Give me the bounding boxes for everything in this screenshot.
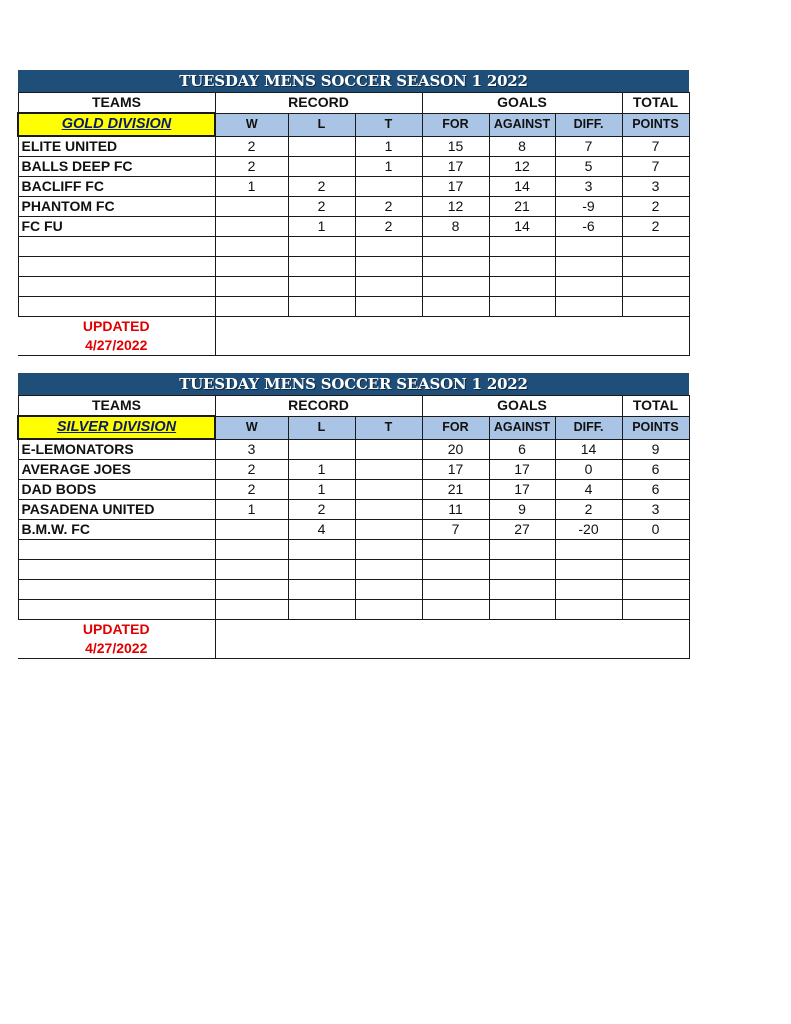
empty-row	[18, 540, 689, 560]
table-row	[18, 177, 689, 197]
cell-for: 15	[422, 136, 489, 157]
col-t: T	[355, 113, 422, 136]
cell-diff: 3	[555, 177, 622, 197]
col-points: POINTS	[622, 416, 689, 439]
cell-t	[355, 520, 422, 540]
col-for: FOR	[422, 113, 489, 136]
cell-against: 17	[489, 480, 555, 500]
updated-note	[18, 317, 215, 356]
empty-row	[18, 297, 689, 317]
cell-l	[288, 439, 355, 460]
col-points: POINTS	[622, 113, 689, 136]
cell-t	[355, 460, 422, 480]
cell-l: 4	[288, 520, 355, 540]
col-w: W	[215, 416, 288, 439]
cell-points: 3	[622, 500, 689, 520]
cell-l: 1	[288, 460, 355, 480]
division-label: GOLD DIVISION	[18, 113, 215, 136]
team-name: PASADENA UNITED	[18, 500, 215, 520]
cell-t: 2	[355, 217, 422, 237]
cell-w: 2	[215, 136, 288, 157]
col-against: AGAINST	[489, 416, 555, 439]
cell-points: 7	[622, 136, 689, 157]
col-t: T	[355, 416, 422, 439]
table-row	[18, 217, 689, 237]
updated-label: UPDATED	[82, 318, 150, 334]
cell-for: 17	[422, 157, 489, 177]
cell-w	[215, 520, 288, 540]
cell-diff: -20	[555, 520, 622, 540]
cell-points: 2	[622, 217, 689, 237]
goals-header: GOALS	[422, 396, 622, 417]
col-l: L	[288, 416, 355, 439]
table-row	[18, 439, 689, 460]
cell-points: 6	[622, 480, 689, 500]
updated-date: 4/27/2022	[85, 337, 148, 353]
cell-diff: 14	[555, 439, 622, 460]
cell-t	[355, 177, 422, 197]
cell-for: 17	[422, 460, 489, 480]
team-name: ELITE UNITED	[18, 136, 215, 157]
empty-row	[18, 580, 689, 600]
updated-label: UPDATED	[82, 621, 150, 637]
cell-against: 17	[489, 460, 555, 480]
cell-l: 2	[288, 500, 355, 520]
empty-row	[18, 257, 689, 277]
team-name: BALLS DEEP FC	[18, 157, 215, 177]
empty-row	[18, 560, 689, 580]
cell-for: 12	[422, 197, 489, 217]
table-title: TUESDAY MENS SOCCER SEASON 1 2022	[18, 373, 689, 396]
cell-points: 7	[622, 157, 689, 177]
updated-note	[18, 620, 215, 659]
team-name: BACLIFF FC	[18, 177, 215, 197]
table-row	[18, 500, 689, 520]
cell-l: 1	[288, 217, 355, 237]
gold-division-table	[17, 70, 690, 356]
col-for: FOR	[422, 416, 489, 439]
cell-w: 2	[215, 480, 288, 500]
team-name: AVERAGE JOES	[18, 460, 215, 480]
empty-row	[18, 237, 689, 257]
cell-t: 1	[355, 157, 422, 177]
cell-w: 1	[215, 177, 288, 197]
cell-t: 2	[355, 197, 422, 217]
cell-diff: -6	[555, 217, 622, 237]
teams-header: TEAMS	[18, 93, 215, 114]
record-header: RECORD	[215, 93, 422, 114]
cell-against: 12	[489, 157, 555, 177]
cell-t: 1	[355, 136, 422, 157]
cell-for: 8	[422, 217, 489, 237]
notes-area	[215, 317, 689, 356]
cell-against: 27	[489, 520, 555, 540]
cell-w: 2	[215, 157, 288, 177]
cell-w	[215, 197, 288, 217]
col-w: W	[215, 113, 288, 136]
table-row	[18, 460, 689, 480]
cell-diff: 0	[555, 460, 622, 480]
team-name: DAD BODS	[18, 480, 215, 500]
cell-against: 6	[489, 439, 555, 460]
cell-against: 9	[489, 500, 555, 520]
col-l: L	[288, 113, 355, 136]
table-row	[18, 520, 689, 540]
table-row	[18, 136, 689, 157]
cell-diff: 2	[555, 500, 622, 520]
notes-area	[215, 620, 689, 659]
col-diff: DIFF.	[555, 416, 622, 439]
team-name: PHANTOM FC	[18, 197, 215, 217]
table-row	[18, 197, 689, 217]
cell-l	[288, 136, 355, 157]
cell-points: 6	[622, 460, 689, 480]
cell-t	[355, 439, 422, 460]
cell-points: 9	[622, 439, 689, 460]
silver-division-table	[17, 373, 690, 659]
team-name: FC FU	[18, 217, 215, 237]
cell-for: 17	[422, 177, 489, 197]
cell-l	[288, 157, 355, 177]
cell-points: 3	[622, 177, 689, 197]
col-diff: DIFF.	[555, 113, 622, 136]
cell-diff: 4	[555, 480, 622, 500]
cell-against: 21	[489, 197, 555, 217]
empty-row	[18, 277, 689, 297]
team-name: B.M.W. FC	[18, 520, 215, 540]
cell-w: 2	[215, 460, 288, 480]
cell-l: 2	[288, 197, 355, 217]
cell-diff: 5	[555, 157, 622, 177]
cell-against: 8	[489, 136, 555, 157]
goals-header: GOALS	[422, 93, 622, 114]
cell-points: 2	[622, 197, 689, 217]
total-header: TOTAL	[622, 396, 689, 417]
table-row	[18, 157, 689, 177]
cell-l: 1	[288, 480, 355, 500]
cell-w	[215, 217, 288, 237]
cell-against: 14	[489, 217, 555, 237]
cell-for: 11	[422, 500, 489, 520]
cell-for: 20	[422, 439, 489, 460]
col-against: AGAINST	[489, 113, 555, 136]
cell-diff: -9	[555, 197, 622, 217]
total-header: TOTAL	[622, 93, 689, 114]
cell-t	[355, 480, 422, 500]
teams-header: TEAMS	[18, 396, 215, 417]
cell-t	[355, 500, 422, 520]
empty-row	[18, 600, 689, 620]
cell-w: 1	[215, 500, 288, 520]
cell-l: 2	[288, 177, 355, 197]
cell-diff: 7	[555, 136, 622, 157]
cell-against: 14	[489, 177, 555, 197]
cell-for: 21	[422, 480, 489, 500]
division-label: SILVER DIVISION	[18, 416, 215, 439]
cell-for: 7	[422, 520, 489, 540]
table-title: TUESDAY MENS SOCCER SEASON 1 2022	[18, 70, 689, 93]
record-header: RECORD	[215, 396, 422, 417]
cell-points: 0	[622, 520, 689, 540]
table-row	[18, 480, 689, 500]
updated-date: 4/27/2022	[85, 640, 148, 656]
cell-w: 3	[215, 439, 288, 460]
team-name: E-LEMONATORS	[18, 439, 215, 460]
